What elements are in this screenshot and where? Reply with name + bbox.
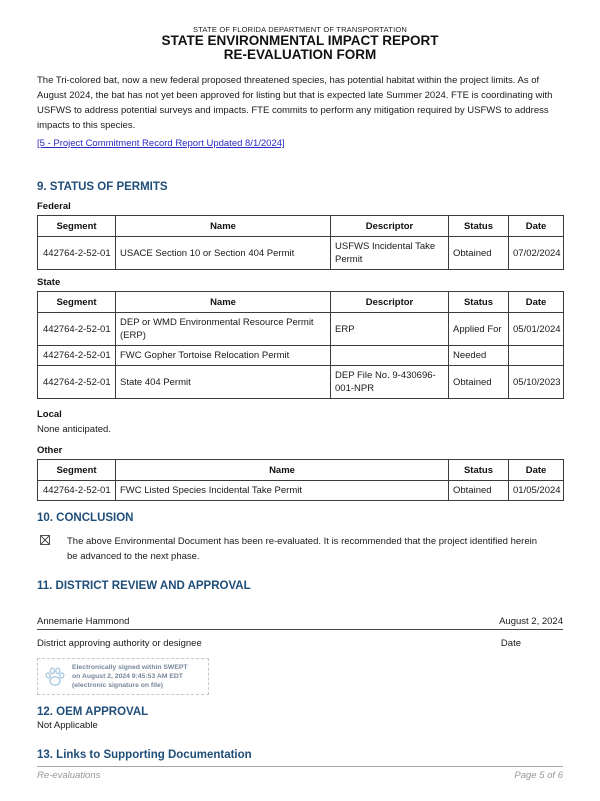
signature-labels [37,638,563,649]
cell-status: Obtained [449,237,509,270]
column-header-date: Date [509,292,564,313]
section-12-heading: 12. OEM APPROVAL [37,706,149,718]
signature-line [37,616,563,630]
state-permits-table [37,291,564,399]
cell-name: FWC Listed Species Incidental Take Permit [116,481,449,501]
cell-date [509,346,564,366]
cell-date: 01/05/2024 [509,481,564,501]
cell-segment: 442764-2-52-01 [38,237,116,270]
table-row [38,346,564,366]
table-header-row [38,292,564,313]
table-header-row [38,216,564,237]
cell-name: FWC Gopher Tortoise Relocation Permit [116,346,331,366]
state-label: State [37,277,61,288]
intro-paragraph: The Tri-colored bat, now a new federal proposed threatened species, has potential habitat within the project limits. As of August 2024, the bat has not yet been approved for listing but that is expected late Summer 2024. FTE is coordinating with USFWS to address potential surveys and impacts. FTE commits to perform any mitigation required by USFWS to address impacts to this species. [37,75,553,131]
column-header-status: Status [449,216,509,237]
cell-segment: 442764-2-52-01 [38,346,116,366]
section-11-heading: 11. DISTRICT REVIEW AND APPROVAL [37,580,251,592]
page-footer [37,766,563,781]
section-13-heading: 13. Links to Supporting Documentation [37,749,252,761]
cell-descriptor: USFWS Incidental Take Permit [331,237,449,270]
cell-segment: 442764-2-52-01 [38,366,116,399]
agency-name: STATE OF FLORIDA DEPARTMENT OF TRANSPORTATION [192,25,408,34]
cell-status: Needed [449,346,509,366]
stamp-line-3: (electronic signature on file) [72,682,164,689]
column-header-descriptor: Descriptor [331,216,449,237]
column-header-status: Status [449,460,509,481]
signature-date: August 2, 2024 [499,616,563,627]
conclusion-text: The above Environmental Document has been re-evaluated. It is recommended that the project identified herein be advanced to the next phase. [67,536,537,562]
commitment-record-link[interactable]: [5 - Project Commitment Record Report Updated 8/1/2024] [37,138,285,149]
document-page [0,25,600,762]
conclusion-row [37,534,563,564]
section-9-heading: 9. STATUS OF PERMITS [37,181,168,193]
cell-status: Obtained [449,366,509,399]
local-text: None anticipated. [37,424,111,435]
cell-date: 05/01/2024 [509,313,564,346]
column-header-name: Name [116,460,449,481]
column-header-descriptor: Descriptor [331,292,449,313]
column-header-date: Date [509,460,564,481]
signer-name: Annemarie Hammond [37,616,130,627]
cell-date: 05/10/2023 [509,366,564,399]
stamp-line-2: on August 2, 2024 9:45:53 AM EDT [72,673,183,680]
column-header-segment: Segment [38,460,116,481]
table-row [38,481,564,501]
signer-role-label: District approving authority or designee [37,638,202,649]
document-title-line1: STATE ENVIRONMENTAL IMPACT REPORT [161,33,439,48]
column-header-date: Date [509,216,564,237]
cell-name: DEP or WMD Environmental Resource Permit (ERP) [116,313,331,346]
oem-text: Not Applicable [37,720,98,731]
column-header-name: Name [116,216,331,237]
paw-print-icon [43,665,67,689]
cell-descriptor: ERP [331,313,449,346]
local-label: Local [37,409,62,420]
stamp-line-1: Electronically signed within SWEPT [72,664,188,671]
document-title-line2: RE-EVALUATION FORM [223,47,377,62]
column-header-segment: Segment [38,292,116,313]
table-header-row [38,460,564,481]
document-header [37,25,563,62]
cell-name: USACE Section 10 or Section 404 Permit [116,237,331,270]
table-row [38,366,564,399]
electronic-signature-stamp [37,658,209,695]
stamp-text [72,663,188,690]
checked-checkbox-icon[interactable] [40,535,50,545]
cell-segment: 442764-2-52-01 [38,313,116,346]
section-10-heading: 10. CONCLUSION [37,512,134,524]
table-row [38,237,564,270]
other-permits-table [37,459,564,501]
footer-page-number: Page 5 of 6 [514,770,563,781]
table-row [38,313,564,346]
cell-status: Obtained [449,481,509,501]
federal-label: Federal [37,201,71,212]
cell-descriptor: DEP File No. 9-430696-001-NPR [331,366,449,399]
cell-name: State 404 Permit [116,366,331,399]
footer-document-name: Re-evaluations [37,770,101,781]
date-label: Date [500,638,521,649]
other-label: Other [37,445,63,456]
federal-permits-table [37,215,564,270]
column-header-segment: Segment [38,216,116,237]
column-header-status: Status [449,292,509,313]
cell-segment: 442764-2-52-01 [38,481,116,501]
column-header-name: Name [116,292,331,313]
cell-status: Applied For [449,313,509,346]
cell-date: 07/02/2024 [509,237,564,270]
cell-descriptor [331,346,449,366]
